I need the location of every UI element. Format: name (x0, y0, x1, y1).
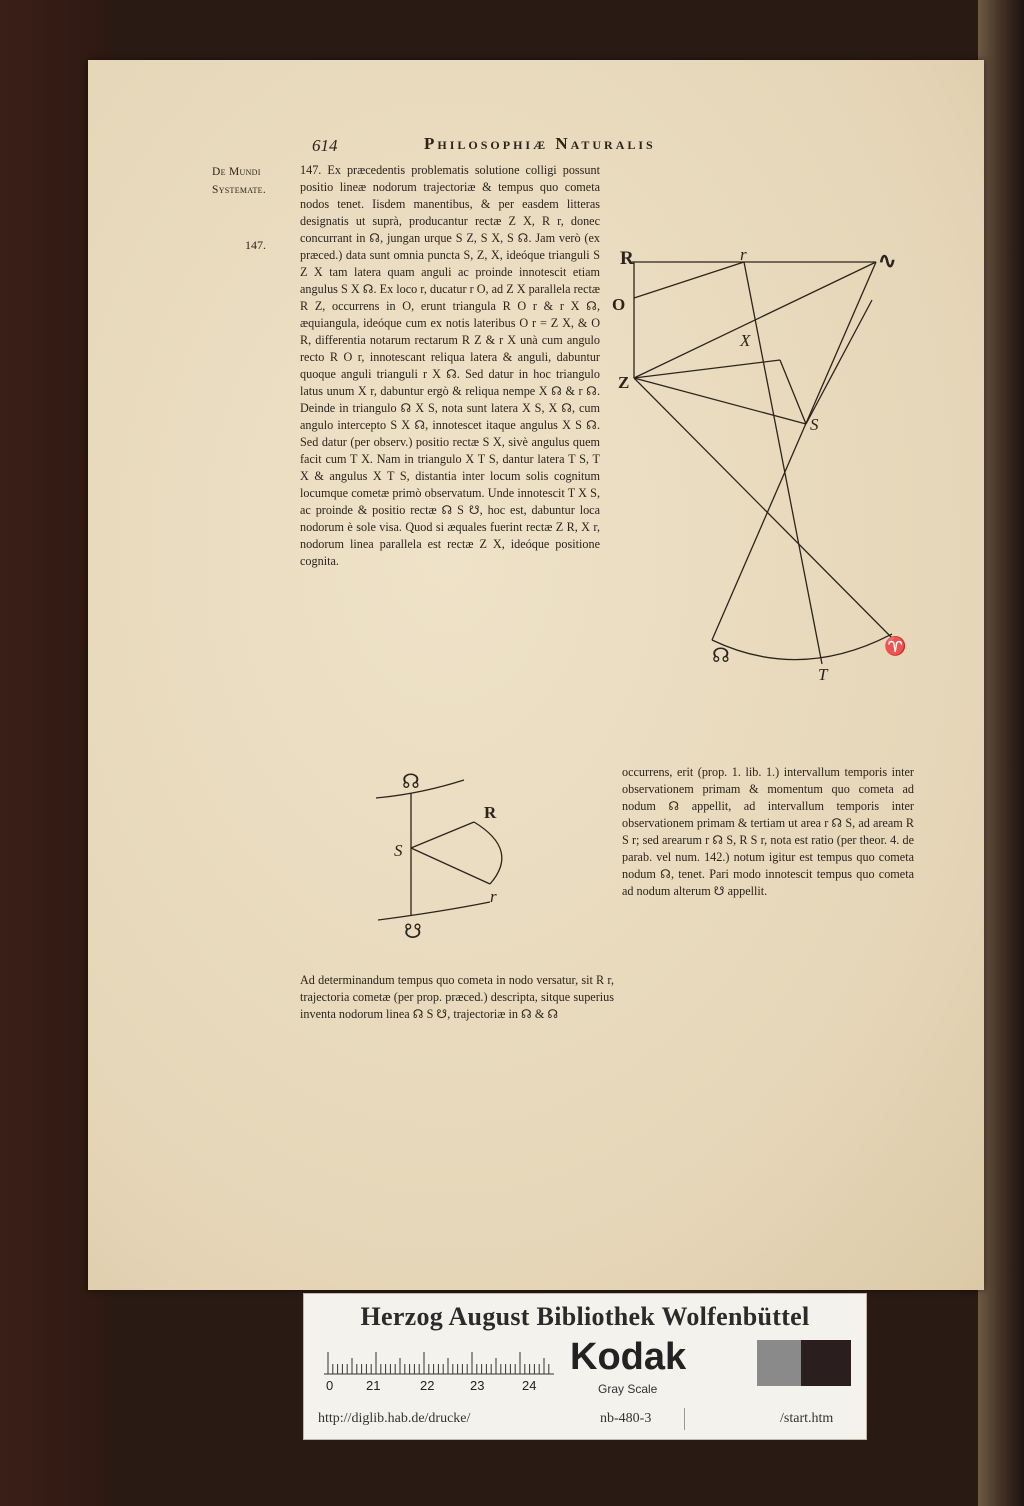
fig2-label-r: r (490, 887, 497, 906)
paragraph-right-text: occurrens, erit (prop. 1. lib. 1.) intervallum temporis inter observationem primam & momentum quo cometa ad nodum ☊ appellit, ad intervallum temporis inter observationem primam & tertiam ut area r ☊ S, ad aream R S r; sed arearum r ☊ S, R S r, nota est ratio (per theor. 4. de parab. vel num. 142.) notum igitur est tempus quo cometa nodum ☊, tenet. Pari modo innotescit tempus quo cometa ad nodum alterum ☋ appellit. (622, 765, 914, 898)
fig1-label-node-b: ☊ (712, 645, 730, 667)
fig1-label-node-a: ∿ (878, 248, 897, 273)
fig1-label-aries: ♈ (884, 636, 907, 656)
fig2-label-node-a: ☊ (402, 771, 420, 793)
fig2-line-S-R (411, 822, 474, 848)
footer-url: http://diglib.hab.de/drucke/ (318, 1411, 471, 1426)
paragraph-bottom-text: Ad determinandum tempus quo cometa in nodo versatur, sit R r, trajectoria cometæ (per prop. præced.) descripta, sitque superius inventa nodorum linea ☊ S ☋, trajectoriæ in ☊ & ☊ (300, 973, 614, 1021)
fig1-label-Z: Z (618, 373, 630, 392)
ruler-number: 0 (326, 1378, 334, 1393)
ruler-number: 23 (470, 1378, 485, 1393)
margin-note: De Mundi Systemate. (212, 166, 267, 196)
gray-scale-label: Gray Scale (598, 1382, 658, 1396)
gray-swatch-mid (757, 1340, 801, 1386)
ruler-number: 21 (366, 1378, 381, 1393)
ruler-scale (324, 1346, 554, 1376)
fig2-label-R: R (484, 803, 497, 822)
fig1-label-r: r (740, 245, 747, 264)
fig1-label-S: S (810, 415, 819, 434)
paragraph-bottom (300, 972, 614, 1023)
running-title: Philosophiæ Naturalis (424, 134, 656, 153)
fig2-arc-bottom (378, 902, 490, 920)
fig1-label-X: X (740, 331, 751, 350)
kodak-logo: Kodak (570, 1336, 687, 1378)
paragraph-147-text: 147. Ex præcedentis problematis solutione colligi possunt positio lineæ nodorum trajectoriæ & tempus quo cometa nodos tenet. Iisdem manentibus, & per easdem litteras designatis ut suprà, producantur rectæ Z X, R r, donec concurrant in ☊, jungan urque S Z, S X, S ☊. Jam verò (ex præced.) data sunt omnia puncta S, Z, X, ideóque trianguli S Z X tam latera quam anguli ac proinde innotescit etiam angulus S X ☊. Ex loco r, ducatur r O, ad Z X parallela rectæ R Z, occurrens in O, erunt triangula R O r & r X ☊, æquiangula, ideóque cum ex notis lateribus O r = Z X, & O R, differentia notarum rectarum R Z & r X unà cum angulo recto R O r, innotescant reliqua latera & anguli, dabuntur quoque anguli trianguli r X ☊. Sed datur in hoc triangulo latus unum X r, dabuntur ergò & reliqua nempe X ☊ & r ☊. Deinde in triangulo ☊ X S, nota sunt latera X S, X ☊, cum angulo intercepto S X ☊, innotescet itaque angulus X S ☊. Sed datur (per observ.) positio rectæ S X, sivè angulus quem facit cum T X. Nam in triangulo X T S, dantur latera T S, T X & angulus X T S, distantia inter locum solis cognitum locumque cometæ primò observatum. Unde innotescit T X S, ac proinde & positio rectæ ☊ S ☋, hoc est, dabuntur loca nodorum è sole visa. Quod si æquales fuerint rectæ Z R, X r, nodorum linea parallela est rectæ Z X, ideóque positione cognita. (300, 163, 600, 568)
fig1-label-O: O (612, 295, 626, 314)
library-title: Herzog August Bibliothek Wolfenbüttel (360, 1302, 810, 1331)
footer-shelfmark: nb-480-3 (600, 1411, 652, 1426)
fig2-arc-top (376, 780, 464, 798)
color-target-card (303, 1293, 867, 1440)
fig2-label-S: S (394, 841, 403, 860)
footer-start: /start.htm (780, 1411, 834, 1426)
footer-divider (684, 1408, 685, 1430)
fig2-trajectory (474, 822, 502, 884)
fig2-line-S-r (411, 848, 490, 884)
fig2-label-node-b: ☋ (404, 921, 422, 943)
fig1-label-T: T (818, 665, 828, 684)
fig1-label-R: R (620, 248, 634, 269)
page-number: 614 (312, 136, 338, 155)
margin-section-number: 147. (245, 238, 266, 252)
ruler-number: 24 (522, 1378, 537, 1393)
gray-swatch-dark (801, 1340, 851, 1386)
ruler-number: 22 (420, 1378, 435, 1393)
